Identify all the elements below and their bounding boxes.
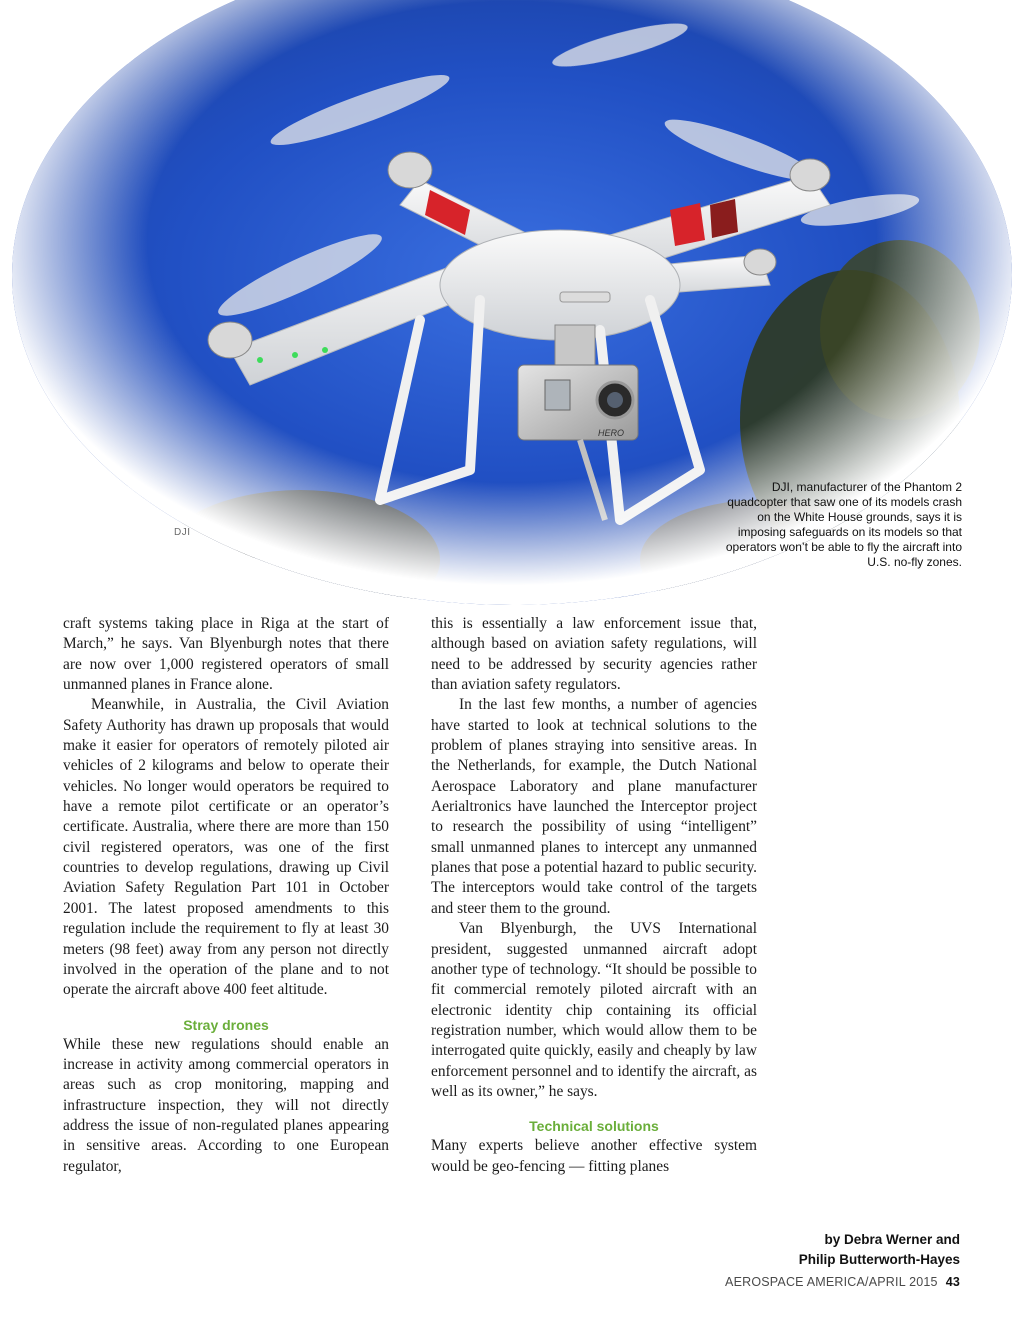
paragraph: this is essentially a law enforcement issue that, although based on aviation safety regulations, will need to be addressed by security agencies rather than aviation safety regulators. <box>431 615 757 694</box>
drone-photo <box>0 0 1024 610</box>
byline <box>799 1230 960 1270</box>
page-number: 43 <box>945 1275 960 1289</box>
section-heading-stray-drones: Stray drones <box>183 1016 269 1033</box>
paragraph: Many experts believe another effective system would be geo-fencing — fitting planes <box>431 1137 757 1175</box>
photo-caption: DJI, manufacturer of the Phantom 2 quadcopter that saw one of its models crash on the White House grounds, says it is imposing safeguards on its models so that operators won’t be able to fly the aircraft into U.S. no-fly zones. <box>725 480 962 570</box>
paragraph: Meanwhile, in Australia, the Civil Aviation Safety Authority has drawn up proposals that would make it easier for operators of remotely piloted air vehicles of 2 kilograms and below to operate their vehicles. No longer would operators be required to have a remote pilot certificate or an operator’s certificate. Australia, where there are more than 150 civil registered operators, was one of the first countries to develop regulations, drawing up Civil Aviation Safety Regulation Part 101 in October 2001. The latest proposed amendments to this regulation include the requirement to fly at least 30 meters (98 feet) away from any person not directly involved in the operation of the plane and to not operate the aircraft above 400 feet altitude. <box>63 696 389 999</box>
byline-line-1: by Debra Werner and <box>824 1232 960 1247</box>
paragraph: In the last few months, a number of agencies have started to look at technical solutions to the problem of planes straying into sensitive areas. In the Netherlands, for example, the Dutch National Aerospace Laboratory and plane manufacturer Aerialtronics have launched the Interceptor project to research the possibility of using “intelligent” small unmanned planes to intercept any unmanned planes that pose a potential hazard to public security. The interceptors would take control of the targets and steer them to the ground. <box>431 696 757 917</box>
publication-name: AEROSPACE AMERICA/APRIL 2015 <box>725 1275 938 1289</box>
paragraph: craft systems taking place in Riga at the start of March,” he says. Van Blyenburgh notes that there are now over 1,000 registered operators of small unmanned planes in France alone. <box>63 615 389 694</box>
section-heading-technical-solutions: Technical solutions <box>529 1118 659 1135</box>
article-column-2 <box>431 614 757 1177</box>
page-footer <box>725 1275 960 1289</box>
paragraph: Van Blyenburgh, the UVS International president, suggested unmanned aircraft adopt another type of technology. “It should be possible to fit commercial remotely piloted aircraft with an electronic identity chip containing its official registration number, which would allow them to be interrogated quite quickly, easily and cheaply by law enforcement personnel and to identify the aircraft, as well as its owner,” he says. <box>431 920 757 1100</box>
article-column-1 <box>63 614 389 1177</box>
paragraph: While these new regulations should enable an increase in activity among commercial operators in areas such as crop monitoring, mapping and infrastructure inspection, they will not directly address the issue of non-regulated planes appearing in sensitive areas. According to one European regulator, <box>63 1035 389 1175</box>
byline-line-2: Philip Butterworth-Hayes <box>798 1252 960 1267</box>
photo-credit: DJI <box>174 527 191 538</box>
